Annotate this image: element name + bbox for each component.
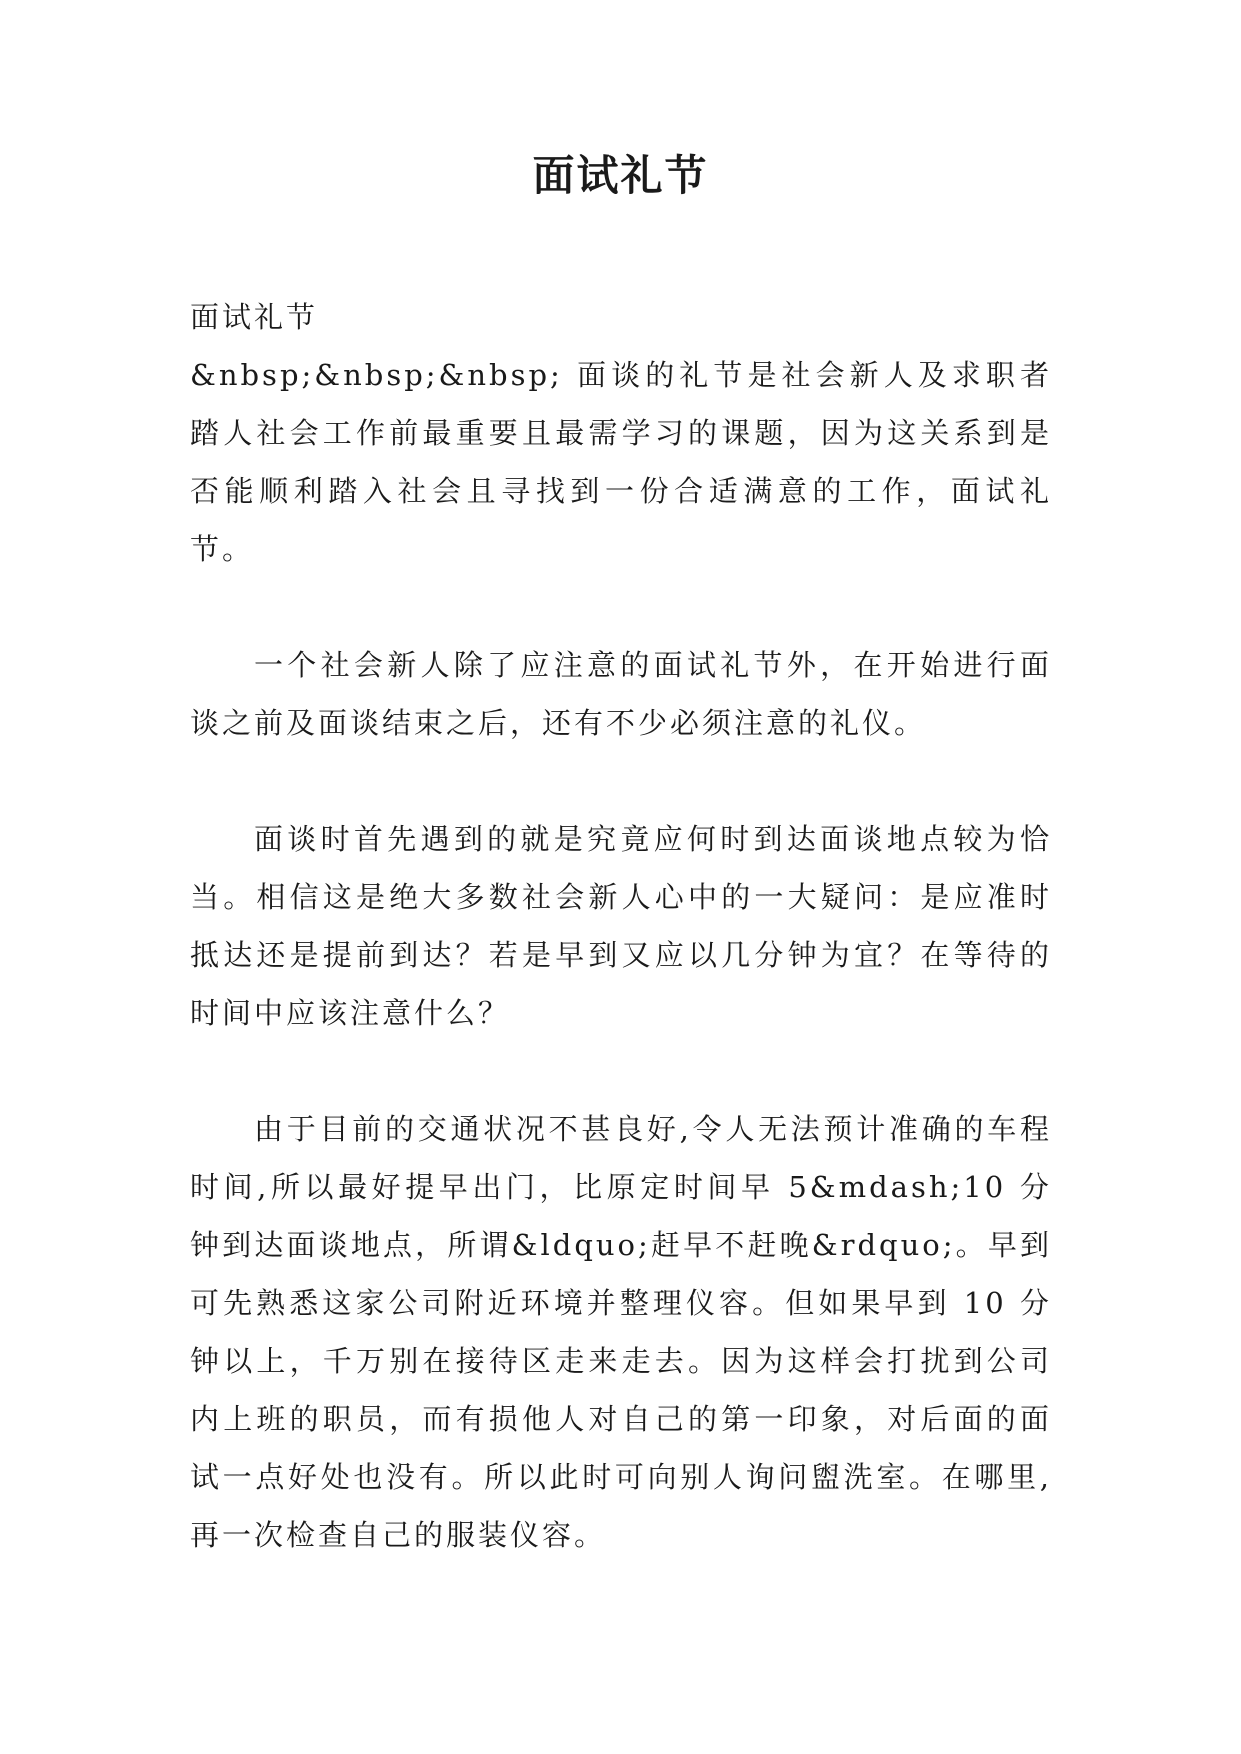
- paragraph-gap: [190, 1042, 1052, 1100]
- paragraph-gap: [190, 752, 1052, 810]
- paragraph-gap: [190, 578, 1052, 636]
- document-title: 面试礼节: [532, 151, 709, 200]
- paragraph-heading: 面试礼节: [190, 300, 319, 334]
- paragraph-traffic: 由于目前的交通状况不甚良好,令人无法预计准确的车程时间,所以最好提早出门，比原定时间早 5&mdash;10 分钟到达面谈地点，所谓&ldquo;赶早不赶晚&rdquo;。早到可先熟悉这家公司附近环境并整理仪容。但如果早到 10 分钟以上，千万别在接待区走来走去。因为这样会打扰到公司内上班的职员，而有损他人对自己的第一印象，对后面的面试一点好处也没有。所以此时可向别人询问盥洗室。在哪里,再一次检查自己的服装仪容。: [190, 1112, 1052, 1552]
- document-body: [190, 288, 1052, 1564]
- paragraph-intro: &nbsp;&nbsp;&nbsp; 面谈的礼节是社会新人及求职者踏人社会工作前最重要且最需学习的课题，因为这关系到是否能顺利踏入社会且寻找到一份合适满意的工作，面试礼节。: [190, 358, 1052, 566]
- paragraph-arrival-time: 面谈时首先遇到的就是究竟应何时到达面谈地点较为恰当。相信这是绝大多数社会新人心中的一大疑问：是应准时抵达还是提前到达？若是早到又应以几分钟为宜？在等待的时间中应该注意什么？: [190, 822, 1052, 1030]
- paragraph-etiquette: 一个社会新人除了应注意的面试礼节外，在开始进行面谈之前及面谈结束之后，还有不少必须注意的礼仪。: [190, 648, 1052, 740]
